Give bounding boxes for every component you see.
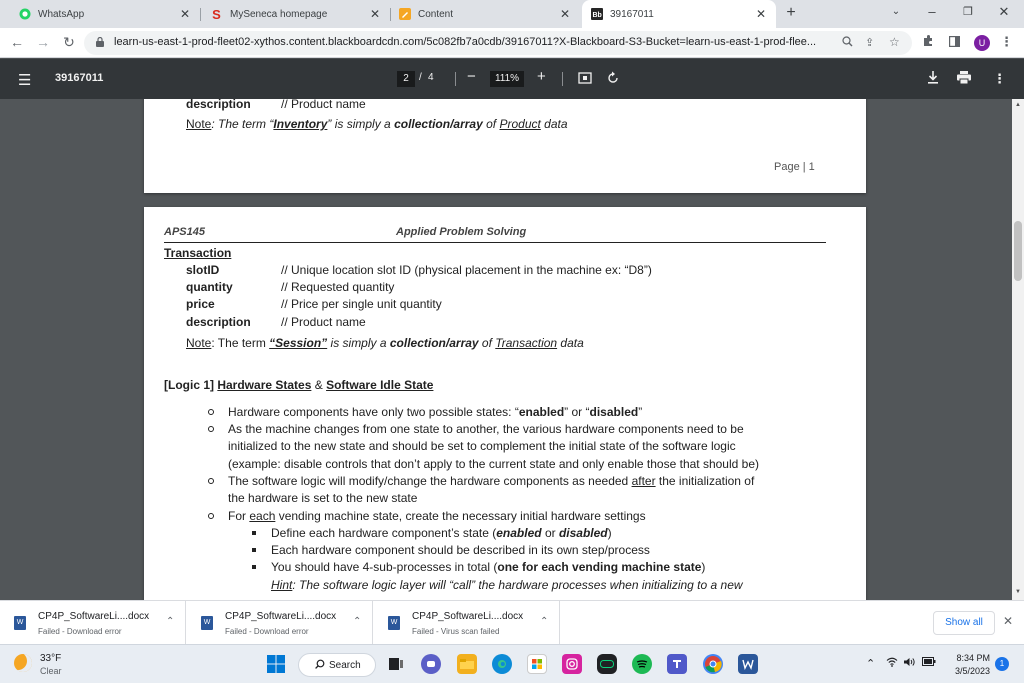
download-bar [0,600,1024,644]
url-text[interactable]: learn-us-east-1-prod-fleet02-xythos.content.blackboardcdn.com/5c082fb7a0cdb/39167011?X-Blackboard-S3-Bucket=learn-us-east-1-prod-flee... [114,36,817,48]
close-icon[interactable]: ✕ [755,7,766,21]
page-total: 4 [428,72,434,83]
file-explorer-icon[interactable] [457,654,477,674]
note-text: of [482,117,500,131]
volume-icon[interactable] [904,657,916,670]
field-description: // Product name [281,315,366,329]
teams-icon[interactable] [667,654,687,674]
text-bold: one for each vending machine state [497,560,702,574]
page-separator: / [419,72,422,83]
logic-software: Software Idle State [326,378,434,392]
tab-divider [200,8,201,21]
note-bold: collection/array [394,117,483,131]
weather-condition[interactable]: Clear [40,666,62,676]
address-bar [0,28,1024,58]
bullet-circle [208,426,214,432]
bullet-text: (example: disable controls that don’t apply to the current state and only enable those that should be) [228,457,759,471]
bullet-text: initialized to the new state and should be set to complement the initial state of the software logic [228,439,736,453]
text-bold: disabled [558,526,608,540]
text: : The software logic layer will “call” the hardware processes when initializing to a new [292,578,743,592]
reload-icon[interactable]: ↻ [63,34,75,50]
instagram-icon[interactable] [562,654,582,674]
spotify-icon[interactable] [632,654,652,674]
avatar[interactable]: U [974,35,990,51]
bullet-text [228,509,646,523]
svg-text:Bb: Bb [592,12,602,19]
whatsapp-icon [18,8,31,21]
store-icon[interactable] [527,654,547,674]
download-icon[interactable] [927,71,939,87]
note-term: “Session” [269,336,328,350]
tab-strip [0,0,1024,28]
download-item[interactable] [187,601,373,645]
course-title: Applied Problem Solving [396,226,527,238]
text-underline: each [249,509,276,523]
forward-icon[interactable]: → [36,34,50,50]
restore-icon[interactable]: ❐ [963,6,973,18]
zoom-level-input[interactable]: 111% [490,71,524,87]
tab-divider [390,8,391,21]
field-name: description [186,99,251,111]
word-icon[interactable] [738,654,758,674]
sub-bullet-text [271,560,705,574]
close-window-icon[interactable]: ✕ [998,4,1010,19]
scrollbar-thumb[interactable] [1014,221,1022,281]
text-bold: enabled [518,405,565,419]
field-description: // Unique location slot ID (physical placement in the machine ex: “D8”) [281,263,652,277]
battery-icon[interactable] [922,657,936,669]
logic-prefix: [Logic 1] [164,378,218,392]
bullet-circle [208,513,214,519]
word-doc-icon: W [201,616,213,630]
text: ) [701,560,706,574]
clock-time[interactable]: 8:34 PM [956,653,990,663]
field-name: slotID [186,263,220,277]
logic-amp: & [311,378,327,392]
page-number-input[interactable]: 2 [397,71,415,87]
close-icon[interactable]: ✕ [179,7,190,21]
pdf-page-2 [144,207,866,600]
roku-icon[interactable] [597,654,617,674]
search-icon [315,659,325,672]
clock-date[interactable]: 3/5/2023 [954,666,990,676]
hint-text [271,578,743,592]
notification-badge[interactable]: 1 [995,657,1009,671]
note-label: Note [186,336,212,350]
text: Define each hardware component’s state ( [271,526,497,540]
edge-icon[interactable] [492,654,512,674]
text: For [228,509,250,523]
text: ) [607,526,612,540]
word-doc-icon: W [388,616,400,630]
note-line [186,117,568,131]
text: Hardware components have only two possible states: “ [228,405,519,419]
field-description: // Price per single unit quantity [281,297,442,311]
download-status: Failed - Download error [38,627,122,636]
chrome-icon[interactable] [703,654,723,674]
pdf-page-1 [144,99,866,193]
pencil-icon [398,8,411,21]
bullet-square [252,565,256,569]
note-text: data [557,336,584,350]
chevron-up-icon[interactable]: ⌃ [166,616,175,627]
field-name: price [186,297,215,311]
taskbar-search[interactable] [298,653,376,677]
tab-whatsapp[interactable] [18,0,200,28]
seneca-icon: S [212,6,221,22]
note-text: is simply a [327,336,390,350]
field-description: // Requested quantity [281,280,395,294]
pdf-more-icon[interactable]: ⋮ [993,71,1006,86]
note-text: of [478,336,496,350]
chevron-up-icon[interactable]: ⌃ [353,616,362,627]
note-text: : The term “ [211,117,274,131]
close-icon[interactable]: ✕ [369,7,380,21]
new-tab-button[interactable]: + [786,4,796,21]
menu-icon[interactable]: ☰ [18,72,32,89]
tab-search-icon[interactable]: ⌄ [891,6,901,17]
minimize-icon[interactable]: – [928,4,936,19]
text: ” or “ [564,405,590,419]
more-menu-icon[interactable]: ⋮ [1000,34,1013,49]
lock-icon[interactable] [96,37,104,50]
note-text: data [540,117,568,131]
section-title: Transaction [164,246,232,260]
tab-myseneca[interactable] [210,0,390,28]
star-icon[interactable]: ☆ [889,35,900,49]
note-link: Transaction [495,336,558,350]
vertical-scrollbar[interactable] [1012,99,1024,600]
tab-title: WhatsApp [38,8,85,20]
logic-hardware: Hardware States [217,378,312,392]
text: You should have 4-sub-processes in total ( [271,560,498,574]
text: ” [638,405,643,419]
text: vending machine state, create the necessary initial hardware settings [275,509,646,523]
download-item[interactable] [0,601,186,645]
tab-title: 39167011 [610,8,654,20]
moon-icon[interactable] [14,654,32,672]
bullet-square [252,548,256,552]
text-bold: enabled [496,526,542,540]
windows-start-icon[interactable] [266,654,286,674]
zoom-in-button[interactable]: + [537,68,546,85]
print-icon[interactable] [957,71,971,87]
bullet-text: the hardware is set to the new state [228,491,418,505]
download-filename: CP4P_SoftwareLi....docx [225,611,337,622]
wifi-icon[interactable] [886,657,898,670]
bullet-circle [208,478,214,484]
field-name: quantity [186,280,233,294]
download-item[interactable] [374,601,560,645]
tab-title: Content [418,8,454,20]
zoom-out-button[interactable]: − [467,68,476,85]
sub-bullet-text [271,526,612,540]
note-text: ” is simply a [327,117,395,131]
sidepanel-icon[interactable] [949,36,960,50]
toolbar-divider [455,72,456,86]
note-line [186,336,584,350]
hint-label: Hint [271,578,293,592]
toolbar-divider [562,72,563,86]
tab-39167011[interactable] [582,0,776,28]
chevron-up-icon[interactable]: ⌃ [540,616,549,627]
scroll-up-icon[interactable]: ▲ [1015,102,1021,108]
search-label: Search [329,660,361,671]
extensions-icon[interactable] [922,35,934,50]
show-all-button[interactable]: Show all [933,611,995,635]
note-label: Note [186,117,212,131]
blackboard-icon [590,8,603,21]
word-doc-icon: W [14,616,26,630]
text: The software logic will modify/change the hardware components as needed [228,474,632,488]
taskbar [0,644,1024,683]
sub-bullet-text: Each hardware component should be described in its own step/process [271,543,650,557]
back-icon[interactable]: ← [10,34,24,50]
pdf-viewer[interactable] [0,99,1012,600]
bullet-circle [208,409,214,415]
bullet-text [228,474,754,488]
document-title: 39167011 [55,72,104,84]
scroll-down-icon[interactable]: ▼ [1015,589,1021,595]
download-filename: CP4P_SoftwareLi....docx [38,611,150,622]
close-icon[interactable]: ✕ [559,7,570,21]
rotate-icon[interactable] [606,71,620,88]
omnibox[interactable] [84,31,912,55]
field-name: description [186,315,251,329]
fit-page-icon[interactable] [578,71,592,88]
task-view-icon[interactable] [386,654,406,674]
download-status: Failed - Virus scan failed [412,627,500,636]
download-status: Failed - Download error [225,627,309,636]
text-bold: disabled [589,405,639,419]
note-text: : The term [211,336,270,350]
field-description: // Product name [281,99,366,111]
note-term: Inventory [273,117,328,131]
zoom-icon[interactable] [842,36,853,50]
text: or [541,526,559,540]
chevron-up-icon[interactable]: ⌃ [866,658,876,670]
chat-icon[interactable] [421,654,441,674]
note-bold: collection/array [389,336,479,350]
download-filename: CP4P_SoftwareLi....docx [412,611,524,622]
course-code: APS145 [164,226,205,238]
header-rule [164,242,826,243]
text: the initialization of [655,474,755,488]
text-underline: after [631,474,656,488]
tab-title: MySeneca homepage [230,8,328,20]
bullet-square [252,531,256,535]
bullet-text [228,405,642,419]
pdf-toolbar [0,59,1024,99]
share-icon[interactable]: ⇪ [865,37,875,49]
close-icon[interactable]: ✕ [1003,614,1014,628]
bullet-text: As the machine changes from one state to another, the various hardware components need to be [228,422,744,436]
page-footer: Page | 1 [774,161,815,173]
tab-content[interactable] [398,0,580,28]
weather-temperature[interactable]: 33°F [40,653,62,664]
note-link: Product [499,117,541,131]
logic-heading [164,378,433,392]
